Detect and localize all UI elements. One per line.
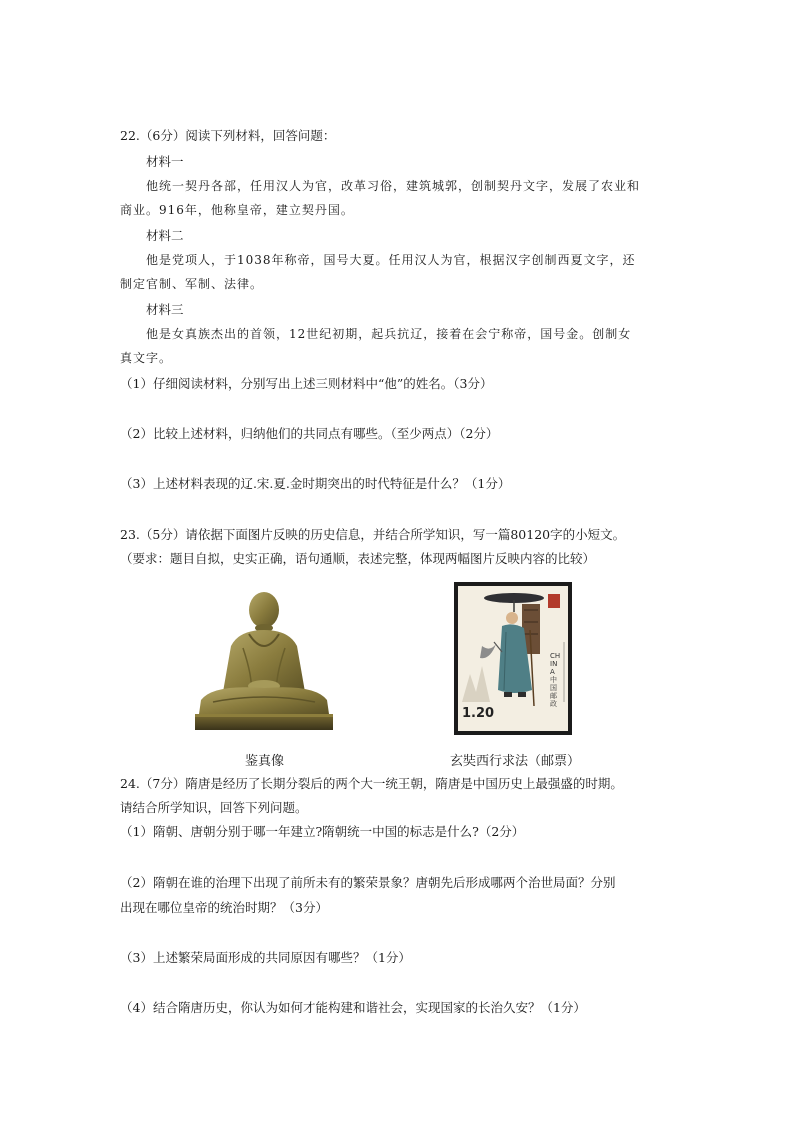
seated-monk-statue-icon (193, 588, 335, 732)
q22-material3-title: 材料三 (146, 302, 184, 317)
q24-stem: 24.（7分）隋唐是经历了长期分裂后的两个大一统王朝，隋唐是中国历史上最强盛的时期。 (120, 776, 623, 791)
q24-stem-line2: 请结合所学知识，回答下列问题。 (120, 800, 308, 815)
q24-sub3: （3）上述繁荣局面形成的共同原因有哪些？（1分） (120, 950, 411, 965)
q22-material3-line2: 真文字。 (120, 351, 173, 365)
stamp-face-value: 1.20 (462, 706, 495, 721)
q24-sub1: （1）隋朝、唐朝分别于哪一年建立?隋朝统一中国的标志是什么?（2分） (120, 824, 525, 839)
q24-sub2-line2: 出现在哪位皇帝的统治时期？（3分） (120, 900, 328, 915)
stamp-country-label: CHINA 中国邮政 (550, 652, 561, 708)
q23-stem: 23.（5分）请依据下面图片反映的历史信息，并结合所学知识，写一篇80120字的小短文。 (120, 527, 626, 542)
q23-requirements: （要求：题目自拟，史实正确，语句通顺，表述完整，体现两幅图片反映内容的比较） (120, 551, 596, 566)
q22-material2-line1: 他是党项人，于1038年称帝，国号大夏。任用汉人为官，根据汉字创制西夏文字，还 (146, 253, 636, 267)
q22-material3-line1: 他是女真族杰出的首领，12世纪初期，起兵抗辽，接着在会宁称帝，国号金。创制女 (146, 327, 632, 341)
caption-jianzhen: 鉴真像 (245, 754, 285, 769)
q24-sub2-line1: （2）隋朝在谁的治理下出现了前所未有的繁荣景象？唐朝先后形成哪两个治世局面？分别 (120, 875, 616, 890)
q22-material2-title: 材料二 (146, 228, 184, 243)
jianzhen-statue-image (193, 588, 335, 732)
q22-material2-line2: 制定官制、军制、法律。 (120, 277, 264, 291)
q22-sub1: （1）仔细阅读材料，分别写出上述三则材料中“他”的姓名。（3分） (120, 376, 493, 391)
q22-sub3: （3）上述材料表现的辽.宋.夏.金时期突出的时代特征是什么？（1分） (120, 476, 511, 491)
q22-material1-line2: 商业。916年，他称皇帝，建立契丹国。 (120, 203, 354, 217)
caption-xuanzang: 玄奘西行求法（邮票） (450, 754, 581, 769)
q22-stem: 22.（6分）阅读下列材料，回答问题： (120, 128, 336, 143)
q22-material1-line1: 他统一契丹各部，任用汉人为官，改革习俗，建筑城郭，创制契丹文字，发展了农业和 (146, 179, 641, 193)
q24-sub4: （4）结合隋唐历史，你认为如何才能构建和谐社会，实现国家的长治久安？（1分） (120, 1000, 586, 1015)
q22-material1-title: 材料一 (146, 154, 184, 169)
xuanzang-stamp-image (454, 582, 572, 735)
q22-sub2: （2）比较上述材料，归纳他们的共同点有哪些。（至少两点）（2分） (120, 426, 499, 441)
